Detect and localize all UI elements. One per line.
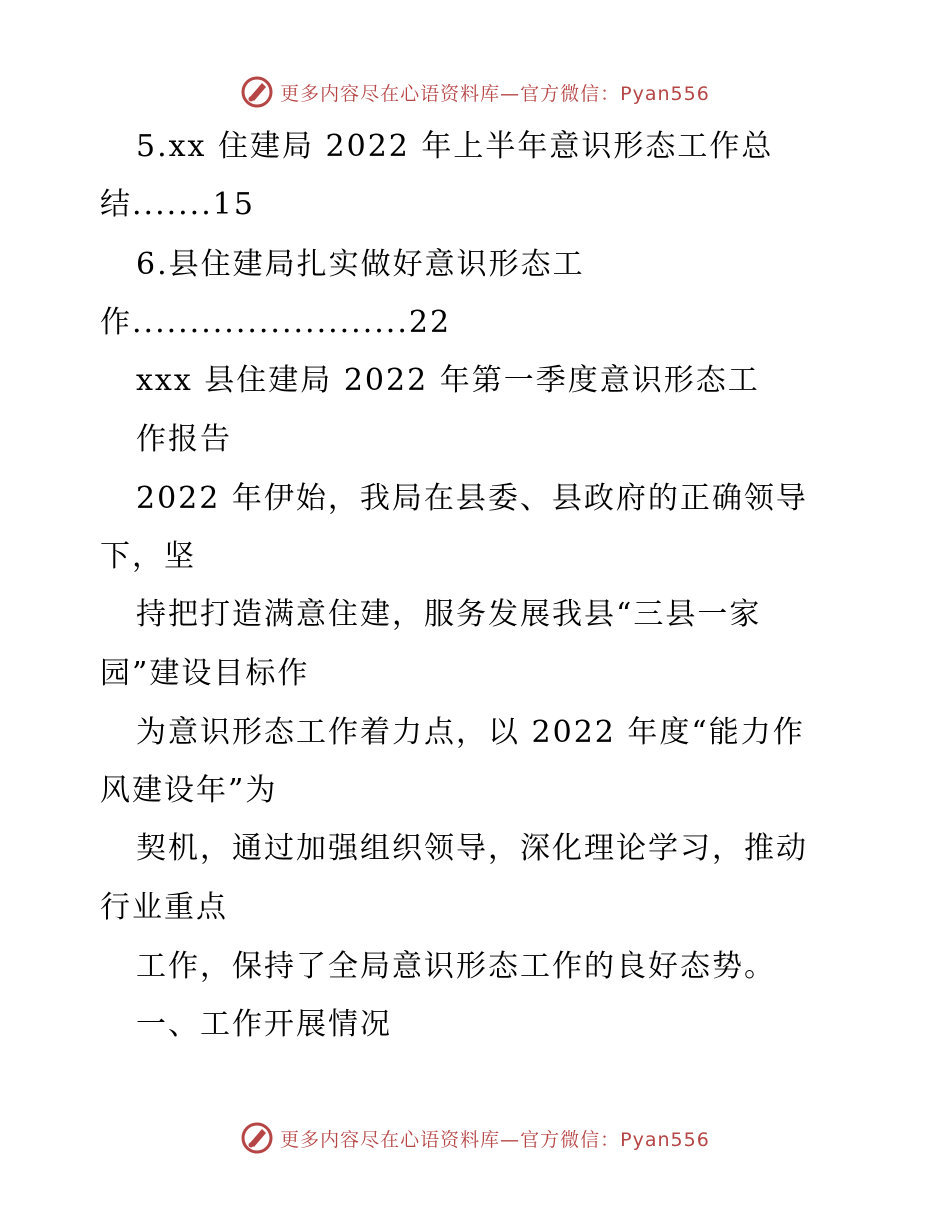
body-line-5: 为意识形态工作着力点，以 2022 年度“能力作: [136, 715, 805, 750]
body-line-7: 契机，通过加强组织领导，深化理论学习，推动: [136, 831, 808, 866]
toc-line-4: 作........................22: [100, 305, 452, 340]
body-line-3: 持把打造满意住建，服务发展我县“三县一家: [136, 597, 762, 632]
doc-title-line-1: xxx 县住建局 2022 年第一季度意识形态工: [136, 363, 760, 398]
body-line-2: 下，坚: [100, 539, 196, 574]
header-banner: [0, 72, 950, 112]
body-line-6: 风建设年”为: [100, 773, 278, 808]
logo-icon: [240, 1121, 274, 1155]
toc-line-2: 结.......15: [100, 187, 255, 222]
header-banner-text: 更多内容尽在心语资料库—官方微信：Pyan556: [280, 82, 710, 105]
toc-line-1: 5.xx 住建局 2022 年上半年意识形态工作总: [136, 129, 774, 164]
footer-banner-text: 更多内容尽在心语资料库—官方微信：Pyan556: [280, 1128, 710, 1151]
toc-line-3: 6.县住建局扎实做好意识形态工: [136, 247, 585, 282]
doc-title-line-2: 作报告: [136, 422, 232, 457]
body-line-1: 2022 年伊始，我局在县委、县政府的正确领导: [136, 481, 808, 516]
body-line-4: 园”建设目标作: [100, 656, 310, 691]
logo-icon: [240, 75, 274, 109]
body-line-9: 工作，保持了全局意识形态工作的良好态势。: [136, 949, 776, 984]
body-line-8: 行业重点: [100, 890, 228, 925]
footer-banner: [0, 1118, 950, 1158]
section-heading: 一、工作开展情况: [136, 1007, 392, 1042]
